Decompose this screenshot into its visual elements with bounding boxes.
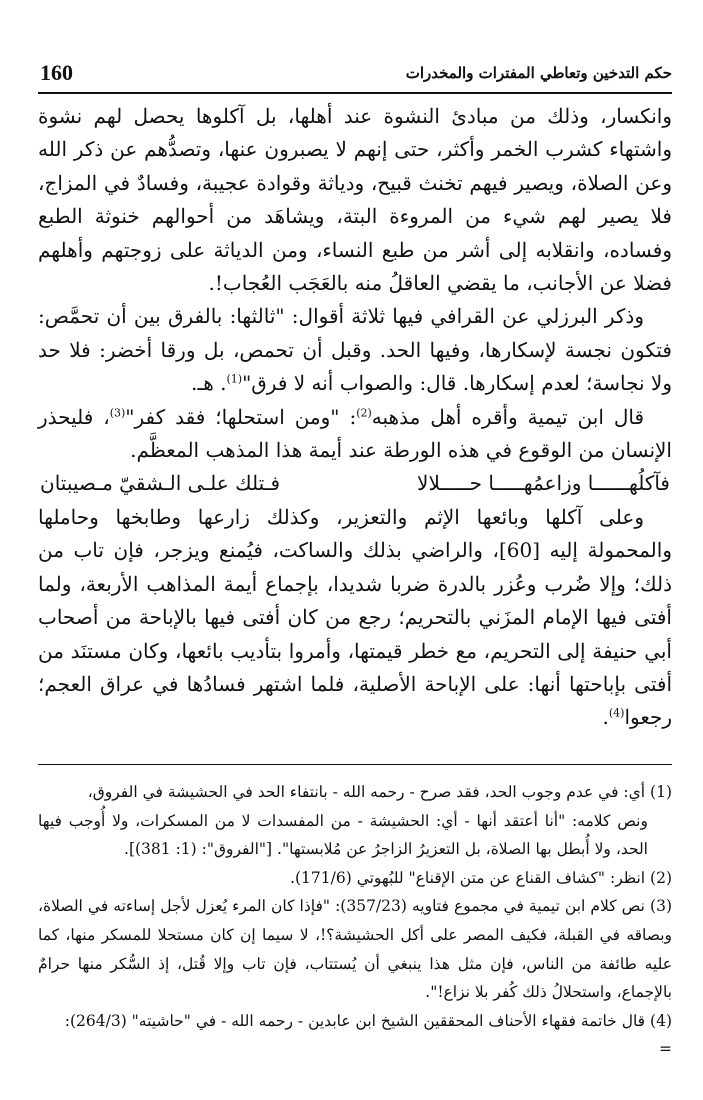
paragraph-2-end: . هـ. xyxy=(191,371,227,396)
paragraph-3-text-a: قال ابن تيمية وأقره أهل مذهبه xyxy=(371,404,644,429)
header-rule xyxy=(38,92,672,94)
paragraph-3-quote: : "ومن استحلها؛ فقد كفر" xyxy=(125,404,357,429)
main-text xyxy=(38,100,672,735)
footnote-1: (1) أي: في عدم وجوب الحد، فقد صرح - رحمه الله - بانتفاء الحد في الحشيشة في الفروق، xyxy=(87,783,672,801)
footnote-2: (2) انظر: "كشاف القناع عن متن الإقناع" للبُهوتي (171/6). xyxy=(290,868,672,887)
poetry-verse xyxy=(38,467,672,500)
footnote-ref-1: (1) xyxy=(226,372,243,386)
footnote-ref-3: (3) xyxy=(109,406,126,419)
paragraph-1: وانكسار، وذلك من مبادئ النشوة عند أهلها، بل آكلوها يحصل لهم نشوة واشتهاء كشرب الخمر وأكثر، حتى إنهم لا يصبرون عنها، وتصدُّهم عن ذكر الله وعن الصلاة، ويصير فيهم تخنث قبيح، ودياثة وقوادة عجيبة، وفسادٌ في المزاج، فلا يصير لهم شيء من المروءة البتة، ويشاهَد من أحوالهم خنوثة الطبع وفساده، وانقلابه إلى أشر من طبع النساء، ومن الدياثة على زوجتهم وأهلهم فضلا عن الأجانب، ما يقضي العاقلُ منه بالعَجَب العُجاب!. xyxy=(38,104,672,296)
footnote-4-continuation-mark: = xyxy=(659,1040,672,1059)
footnote-3: (3) نص كلام ابن تيمية في مجموع فتاويه (357/23): "فإذا كان المرء يُعزل لأجل إساءته في الصلاة، وبصاقه في القبلة، فكيف المصر على أكل الحشيشة؟!، لا سيما إن كان مستحلا للمسكر منها، كما عليه طائفة من الناس، فإن مثل هذا ينبغي أن يُستتاب، فإن تاب وإلا قُتل، إذ السُّكر منها حرامٌ بالإجماع، واستحلالُ ذلك كُفر بلا نزاع!". xyxy=(38,897,672,1002)
paragraph-4 xyxy=(38,501,672,735)
footnote-1-continued: ونص كلامه: "أنا أعتقد أنها - أي: الحشيشة - من المفسدات لا من المسكرات، ولا أُوجب فيها الحد، ولا أُبطل بها الصلاة، بل التعزيرُ الزاجرُ عن مُلابستها". ["الفروق": (1: 381)]. xyxy=(38,811,648,859)
running-title: حكم التدخين وتعاطي المفترات والمخدرات xyxy=(405,64,672,82)
paragraph-2-text: وذكر البرزلي عن القرافي فيها ثلاثة أقوال: "ثالثها: بالفرق بين أن تحمَّص: فتكون نجسة لإسكارها، وفيها الحد. وقبل أن تحمص، بل ورقا أخضر: فلا حد ولا نجاسة؛ لعدم إسكارها. قال: والصواب أنه لا فرق" xyxy=(38,304,672,396)
page-number: 160 xyxy=(40,60,73,85)
paragraph-3 xyxy=(38,401,672,468)
footnote-ref-2: (2) xyxy=(356,406,372,419)
footnote-ref-4: (4) xyxy=(608,706,625,720)
footnote-separator xyxy=(38,764,672,765)
page-header xyxy=(38,58,672,90)
verse-first-hemistich: فآكلُهــــــا وزاعمُهـــــا حـــــلالا xyxy=(417,471,670,496)
footnote-4: (4) قال خاتمة فقهاء الأحناف المحققين الشيخ ابن عابدين - رحمه الله - في "حاشيته" (264/3): xyxy=(64,1011,672,1030)
verse-second-hemistich: فـتلك علـى الـشقيّ مـصيبتان xyxy=(40,471,281,496)
paragraph-4-end: . xyxy=(602,705,609,730)
paragraph-2 xyxy=(38,300,672,400)
paragraph-4-text: وعلى آكلها وبائعها الإثم والتعزير، وكذلك زارعها وطابخها وحاملها والمحمولة إليه [60]، والراضي بذلك والساكت، فيُمنع ويزجر، فإن تاب من ذلك؛ وإلا ضُرب وعُزر بالدرة ضربا شديدا، بإجماع أيمة المذاهب الأربعة، ولما أفتى فيها الإمام المزَني بالتحريم؛ رجع من كان أفتى فيها بالإباحة من أصحاب أبي حنيفة إلى التحريم، مع خطر قيمتها، وأمروا بتأديب بائعها، وكان مستنَد من أفتى بإباحتها أنها: على الإباحة الأصلية، فلما اشتهر فسادُها في عراق العجم؛ رجعوا xyxy=(38,504,672,730)
paragraph-3-text-c: ، فليحذر الإنسان من الوقوع في هذه الورطة عند أيمة هذا المذهب المعظَّم. xyxy=(38,404,672,463)
footnotes xyxy=(38,778,672,1064)
